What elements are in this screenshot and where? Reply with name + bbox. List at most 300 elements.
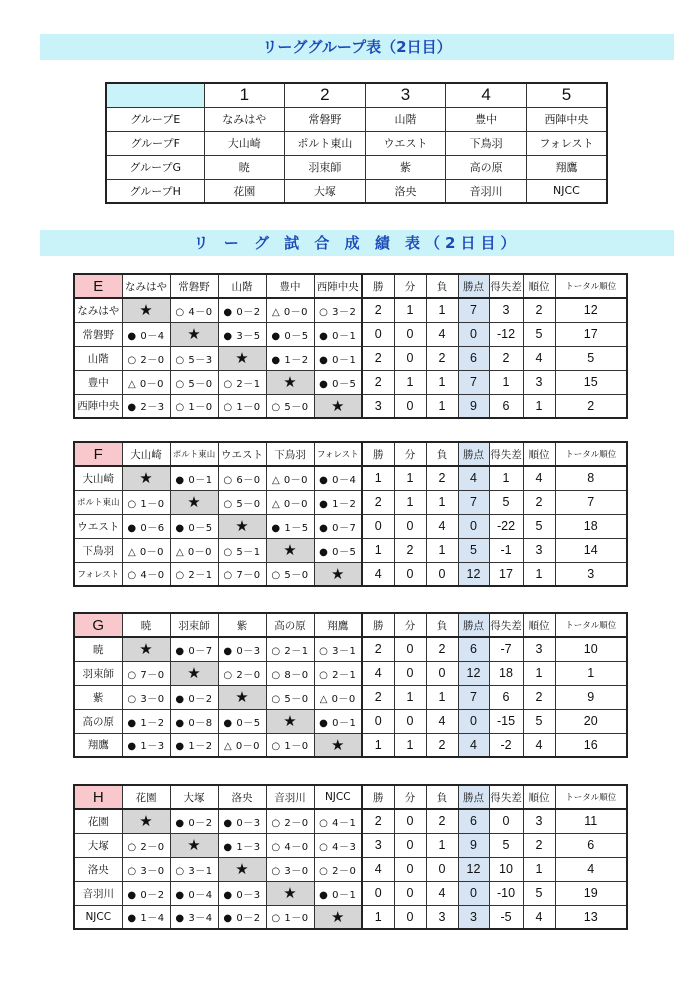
- team-stat: 3: [523, 538, 555, 562]
- team-stat: 0: [394, 905, 426, 929]
- team-stat: 12: [458, 857, 489, 881]
- team-name: NJCC: [74, 905, 122, 929]
- team-stat: 1: [523, 394, 555, 418]
- team-stat: -1: [489, 538, 523, 562]
- team-stat: 0: [394, 809, 426, 833]
- group-column-1: 1: [204, 83, 285, 107]
- team-row: [74, 637, 627, 661]
- opponent-header: 羽束師: [170, 613, 218, 637]
- team-name: 紫: [365, 155, 446, 179]
- team-stat: 20: [555, 709, 627, 733]
- stat-header: 勝: [362, 274, 394, 298]
- group-label: グループE: [106, 107, 204, 131]
- match-result: ○ 2－0: [314, 857, 362, 881]
- team-stat: 12: [458, 661, 489, 685]
- match-result: ○ 7－0: [218, 562, 266, 586]
- team-stat: 3: [523, 809, 555, 833]
- team-row: [74, 809, 627, 833]
- team-stat: 1: [489, 466, 523, 490]
- match-result: ● 0－8: [170, 709, 218, 733]
- team-name: NJCC: [526, 179, 607, 203]
- team-stat: 2: [523, 490, 555, 514]
- self-match-star: ★: [170, 833, 218, 857]
- self-match-star: ★: [218, 857, 266, 881]
- team-name: 翔鷹: [526, 155, 607, 179]
- team-stat: 2: [362, 298, 394, 322]
- stat-header: 勝点: [458, 613, 489, 637]
- team-stat: 4: [458, 466, 489, 490]
- match-result: ○ 7－0: [122, 661, 170, 685]
- team-stat: 0: [394, 857, 426, 881]
- opponent-header: 音羽川: [266, 785, 314, 809]
- stat-header: 負: [426, 785, 458, 809]
- team-stat: 4: [362, 857, 394, 881]
- stat-header: トータル順位: [555, 613, 627, 637]
- stat-header: 得失差: [489, 442, 523, 466]
- team-name: ウエスト: [365, 131, 446, 155]
- match-result: ○ 2－1: [218, 370, 266, 394]
- match-result: ● 3－4: [170, 905, 218, 929]
- self-match-star: ★: [170, 322, 218, 346]
- self-match-star: ★: [266, 370, 314, 394]
- match-result: ● 0－5: [266, 322, 314, 346]
- team-stat: 4: [555, 857, 627, 881]
- results-header-row: [74, 442, 627, 466]
- match-result: ○ 5－0: [266, 685, 314, 709]
- team-stat: 7: [555, 490, 627, 514]
- team-stat: 4: [362, 661, 394, 685]
- stat-header: 勝: [362, 613, 394, 637]
- team-name: 紫: [74, 685, 122, 709]
- match-result: ● 0－3: [218, 809, 266, 833]
- team-stat: 1: [394, 490, 426, 514]
- group-column-4: 4: [446, 83, 527, 107]
- opponent-header: 洛央: [218, 785, 266, 809]
- match-result: ● 0－1: [170, 466, 218, 490]
- match-result: ● 0－7: [314, 514, 362, 538]
- team-name: 暁: [74, 637, 122, 661]
- stat-header: トータル順位: [555, 442, 627, 466]
- match-result: ● 0－4: [314, 466, 362, 490]
- match-result: ○ 4－3: [314, 833, 362, 857]
- team-stat: -22: [489, 514, 523, 538]
- team-stat: 4: [523, 905, 555, 929]
- opponent-header: 豊中: [266, 274, 314, 298]
- stat-header: 負: [426, 613, 458, 637]
- team-stat: 2: [523, 833, 555, 857]
- team-stat: 2: [426, 346, 458, 370]
- match-result: ○ 1－0: [266, 905, 314, 929]
- team-row: [74, 661, 627, 685]
- team-row: [74, 322, 627, 346]
- team-stat: 2: [523, 685, 555, 709]
- team-stat: 5: [458, 538, 489, 562]
- match-result: ○ 3－0: [266, 857, 314, 881]
- match-result: ○ 4－1: [314, 809, 362, 833]
- team-name: 常磐野: [285, 107, 366, 131]
- match-result: ○ 2－0: [266, 809, 314, 833]
- match-result: ○ 5－0: [170, 370, 218, 394]
- team-stat: 0: [458, 709, 489, 733]
- team-row: [74, 394, 627, 418]
- team-stat: 0: [394, 514, 426, 538]
- match-result: ○ 4－0: [266, 833, 314, 857]
- self-match-star: ★: [314, 562, 362, 586]
- team-stat: 17: [555, 322, 627, 346]
- self-match-star: ★: [266, 538, 314, 562]
- match-result: ○ 3－2: [314, 298, 362, 322]
- team-stat: 5: [523, 514, 555, 538]
- team-stat: -12: [489, 322, 523, 346]
- opponent-header: 花園: [122, 785, 170, 809]
- match-result: ● 2－3: [122, 394, 170, 418]
- self-match-star: ★: [218, 685, 266, 709]
- team-stat: 1: [426, 394, 458, 418]
- stat-header: 順位: [523, 274, 555, 298]
- team-stat: 0: [394, 346, 426, 370]
- team-stat: -2: [489, 733, 523, 757]
- group-label: グループH: [106, 179, 204, 203]
- opponent-header: 大塚: [170, 785, 218, 809]
- opponent-header: 暁: [122, 613, 170, 637]
- team-row: [74, 562, 627, 586]
- team-stat: 2: [362, 490, 394, 514]
- team-name: 豊中: [446, 107, 527, 131]
- match-result: ○ 5－1: [218, 538, 266, 562]
- team-stat: 16: [555, 733, 627, 757]
- match-result: ● 0－1: [314, 346, 362, 370]
- group-letter: F: [74, 442, 122, 466]
- match-result: ● 3－5: [218, 322, 266, 346]
- group-list-header-row: [106, 83, 607, 107]
- group-list-row: [106, 179, 607, 203]
- stat-header: 分: [394, 442, 426, 466]
- match-result: ● 1－4: [122, 905, 170, 929]
- team-stat: 0: [458, 514, 489, 538]
- team-stat: 4: [426, 709, 458, 733]
- match-result: ○ 2－1: [170, 562, 218, 586]
- results-header-row: [74, 785, 627, 809]
- results-table-group-e: [73, 273, 628, 419]
- team-stat: 1: [426, 490, 458, 514]
- stat-header: 分: [394, 613, 426, 637]
- team-row: [74, 905, 627, 929]
- team-stat: 3: [523, 370, 555, 394]
- team-row: [74, 490, 627, 514]
- group-list-row: [106, 131, 607, 155]
- team-stat: 0: [394, 881, 426, 905]
- team-stat: 2: [555, 394, 627, 418]
- results-title: リ ー グ 試 合 成 績 表（2日目）: [40, 230, 674, 256]
- match-result: ● 1－5: [266, 514, 314, 538]
- team-stat: 6: [489, 685, 523, 709]
- team-stat: 1: [394, 466, 426, 490]
- team-name: 西陣中央: [74, 394, 122, 418]
- group-list-corner: [106, 83, 204, 107]
- opponent-header: ウエスト: [218, 442, 266, 466]
- team-stat: 10: [489, 857, 523, 881]
- team-stat: 1: [394, 370, 426, 394]
- team-name: 下鳥羽: [446, 131, 527, 155]
- stat-header: 得失差: [489, 785, 523, 809]
- team-stat: 1: [426, 370, 458, 394]
- self-match-star: ★: [314, 733, 362, 757]
- stat-header: 得失差: [489, 274, 523, 298]
- match-result: △ 0－0: [218, 733, 266, 757]
- match-result: ○ 2－1: [314, 661, 362, 685]
- match-result: ● 0－5: [314, 538, 362, 562]
- team-name: 音羽川: [74, 881, 122, 905]
- match-result: ○ 2－0: [218, 661, 266, 685]
- team-stat: 4: [458, 733, 489, 757]
- match-result: △ 0－0: [266, 490, 314, 514]
- team-stat: 0: [489, 809, 523, 833]
- team-stat: 1: [426, 833, 458, 857]
- team-row: [74, 298, 627, 322]
- match-result: ● 0－2: [170, 809, 218, 833]
- match-result: ○ 3－0: [122, 685, 170, 709]
- results-table-group-g: [73, 612, 628, 758]
- team-stat: -15: [489, 709, 523, 733]
- team-stat: 4: [523, 346, 555, 370]
- stat-header: 勝: [362, 442, 394, 466]
- stat-header: 勝点: [458, 274, 489, 298]
- team-stat: 0: [394, 709, 426, 733]
- stat-header: 得失差: [489, 613, 523, 637]
- team-stat: 8: [555, 466, 627, 490]
- match-result: △ 0－0: [266, 466, 314, 490]
- match-result: △ 0－0: [170, 538, 218, 562]
- team-stat: 2: [362, 346, 394, 370]
- match-result: ● 0－1: [314, 881, 362, 905]
- team-stat: 1: [394, 298, 426, 322]
- self-match-star: ★: [314, 394, 362, 418]
- team-stat: 7: [458, 370, 489, 394]
- team-stat: 0: [394, 833, 426, 857]
- opponent-header: 下鳥羽: [266, 442, 314, 466]
- team-stat: 9: [458, 394, 489, 418]
- team-stat: 1: [362, 466, 394, 490]
- team-stat: 1: [394, 685, 426, 709]
- team-stat: 0: [426, 857, 458, 881]
- team-stat: 0: [394, 562, 426, 586]
- team-stat: 0: [458, 881, 489, 905]
- team-stat: 14: [555, 538, 627, 562]
- match-result: △ 0－0: [266, 298, 314, 322]
- team-stat: 4: [523, 466, 555, 490]
- group-list-row: [106, 155, 607, 179]
- group-list-title: リーググループ表（2日目）: [40, 34, 674, 60]
- results-header-row: [74, 613, 627, 637]
- stat-header: 順位: [523, 613, 555, 637]
- team-stat: 2: [362, 637, 394, 661]
- team-stat: 2: [362, 370, 394, 394]
- team-row: [74, 857, 627, 881]
- team-name: 高の原: [446, 155, 527, 179]
- opponent-header: なみはや: [122, 274, 170, 298]
- team-stat: 5: [523, 322, 555, 346]
- match-result: ○ 1－0: [122, 490, 170, 514]
- team-stat: 2: [426, 466, 458, 490]
- match-result: ● 0－1: [314, 709, 362, 733]
- match-result: ● 0－5: [218, 709, 266, 733]
- stat-header: 勝: [362, 785, 394, 809]
- team-row: [74, 881, 627, 905]
- group-letter: E: [74, 274, 122, 298]
- team-stat: 6: [458, 637, 489, 661]
- team-name: 山階: [74, 346, 122, 370]
- team-stat: 1: [362, 733, 394, 757]
- self-match-star: ★: [218, 514, 266, 538]
- group-label: グループG: [106, 155, 204, 179]
- self-match-star: ★: [122, 809, 170, 833]
- match-result: ○ 5－0: [266, 562, 314, 586]
- team-stat: 9: [458, 833, 489, 857]
- stat-header: トータル順位: [555, 785, 627, 809]
- team-name: 大塚: [285, 179, 366, 203]
- match-result: ○ 2－1: [266, 637, 314, 661]
- team-stat: 18: [555, 514, 627, 538]
- match-result: ● 1－2: [170, 733, 218, 757]
- results-table-group-h: [73, 784, 628, 930]
- team-stat: 10: [555, 637, 627, 661]
- stat-header: トータル順位: [555, 274, 627, 298]
- team-stat: 6: [489, 394, 523, 418]
- team-stat: 2: [426, 809, 458, 833]
- match-result: ● 0－1: [314, 322, 362, 346]
- team-name: 音羽川: [446, 179, 527, 203]
- team-name: ポルト東山: [74, 490, 122, 514]
- match-result: ● 0－5: [314, 370, 362, 394]
- team-row: [74, 346, 627, 370]
- match-result: ○ 3－1: [170, 857, 218, 881]
- team-stat: 6: [458, 809, 489, 833]
- team-stat: 2: [523, 298, 555, 322]
- match-result: ● 0－3: [218, 637, 266, 661]
- self-match-star: ★: [122, 637, 170, 661]
- self-match-star: ★: [122, 298, 170, 322]
- opponent-header: ポルト東山: [170, 442, 218, 466]
- team-stat: 5: [489, 490, 523, 514]
- match-result: ○ 1－0: [266, 733, 314, 757]
- team-name: 花園: [74, 809, 122, 833]
- team-stat: 3: [458, 905, 489, 929]
- group-column-5: 5: [526, 83, 607, 107]
- match-result: ○ 5－0: [266, 394, 314, 418]
- team-stat: 2: [426, 733, 458, 757]
- team-stat: 0: [426, 562, 458, 586]
- team-name: 羽束師: [74, 661, 122, 685]
- team-stat: 19: [555, 881, 627, 905]
- team-stat: 3: [523, 637, 555, 661]
- team-stat: 7: [458, 490, 489, 514]
- results-table-group-f: [73, 441, 628, 587]
- stat-header: 負: [426, 442, 458, 466]
- opponent-header: NJCC: [314, 785, 362, 809]
- team-stat: 7: [458, 685, 489, 709]
- team-stat: 2: [362, 685, 394, 709]
- team-stat: 0: [362, 881, 394, 905]
- team-stat: -7: [489, 637, 523, 661]
- team-stat: 2: [362, 809, 394, 833]
- team-stat: 7: [458, 298, 489, 322]
- team-stat: 0: [458, 322, 489, 346]
- team-stat: -5: [489, 905, 523, 929]
- stat-header: 負: [426, 274, 458, 298]
- stat-header: 順位: [523, 442, 555, 466]
- opponent-header: 常磐野: [170, 274, 218, 298]
- match-result: ● 0－2: [170, 685, 218, 709]
- team-name: 高の原: [74, 709, 122, 733]
- team-stat: 1: [523, 661, 555, 685]
- team-stat: 3: [555, 562, 627, 586]
- team-name: 洛央: [365, 179, 446, 203]
- group-letter: H: [74, 785, 122, 809]
- team-stat: 1: [489, 370, 523, 394]
- team-stat: 2: [489, 346, 523, 370]
- team-stat: 4: [426, 322, 458, 346]
- match-result: ○ 8－0: [266, 661, 314, 685]
- match-result: ○ 2－0: [122, 833, 170, 857]
- opponent-header: 山階: [218, 274, 266, 298]
- match-result: ● 1－2: [314, 490, 362, 514]
- match-result: ● 1－2: [122, 709, 170, 733]
- group-letter: G: [74, 613, 122, 637]
- match-result: ● 1－2: [266, 346, 314, 370]
- team-row: [74, 538, 627, 562]
- match-result: ● 0－6: [122, 514, 170, 538]
- match-result: △ 0－0: [122, 538, 170, 562]
- match-result: ● 0－4: [170, 881, 218, 905]
- team-row: [74, 709, 627, 733]
- team-stat: 5: [489, 833, 523, 857]
- team-name: 山階: [365, 107, 446, 131]
- team-stat: 18: [489, 661, 523, 685]
- team-stat: 3: [489, 298, 523, 322]
- team-stat: 0: [394, 322, 426, 346]
- self-match-star: ★: [266, 709, 314, 733]
- self-match-star: ★: [170, 661, 218, 685]
- match-result: ○ 4－0: [170, 298, 218, 322]
- team-stat: 1: [394, 733, 426, 757]
- team-name: 大山崎: [74, 466, 122, 490]
- match-result: △ 0－0: [122, 370, 170, 394]
- opponent-header: 紫: [218, 613, 266, 637]
- team-stat: 0: [426, 661, 458, 685]
- team-stat: 1: [426, 538, 458, 562]
- team-stat: 1: [426, 298, 458, 322]
- team-stat: 5: [555, 346, 627, 370]
- group-label: グループF: [106, 131, 204, 155]
- team-name: ポルト東山: [285, 131, 366, 155]
- opponent-header: 大山崎: [122, 442, 170, 466]
- team-stat: 0: [394, 394, 426, 418]
- team-stat: 0: [362, 514, 394, 538]
- team-name: 翔鷹: [74, 733, 122, 757]
- team-stat: 13: [555, 905, 627, 929]
- results-header-row: [74, 274, 627, 298]
- match-result: ○ 1－0: [218, 394, 266, 418]
- team-stat: 5: [523, 709, 555, 733]
- stat-header: 勝点: [458, 785, 489, 809]
- team-stat: 3: [362, 394, 394, 418]
- team-name: 豊中: [74, 370, 122, 394]
- opponent-header: フォレスト: [314, 442, 362, 466]
- team-stat: 3: [362, 833, 394, 857]
- team-stat: 4: [362, 562, 394, 586]
- self-match-star: ★: [266, 881, 314, 905]
- match-result: ○ 5－0: [218, 490, 266, 514]
